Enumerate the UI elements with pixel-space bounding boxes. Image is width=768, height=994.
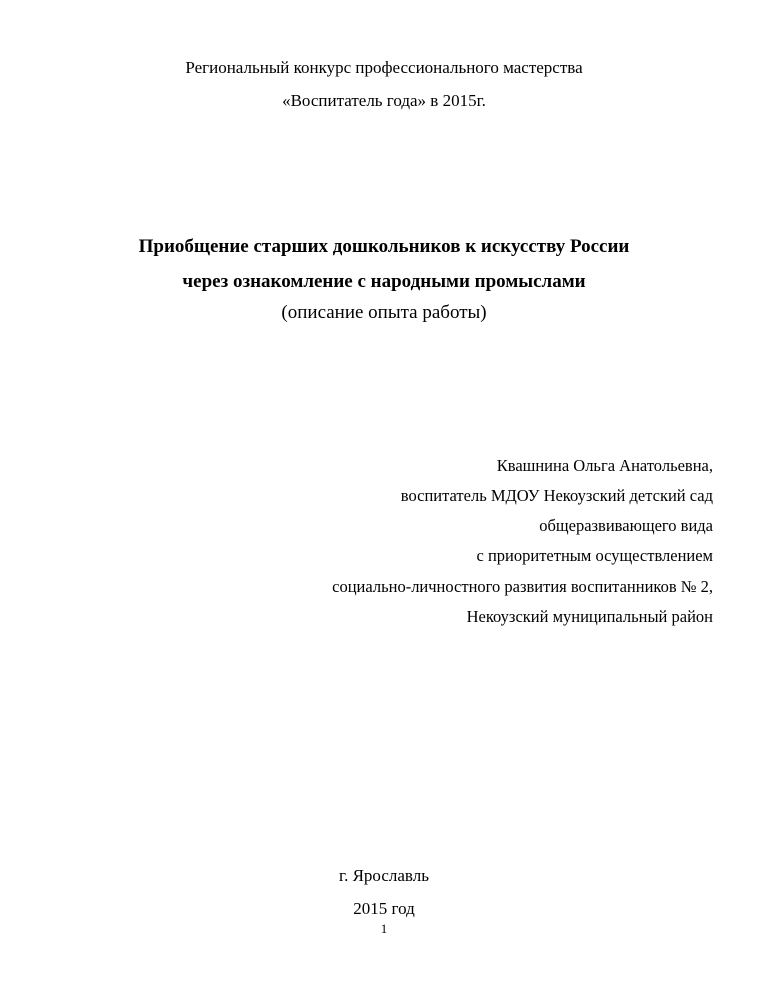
author-line-3: общеразвивающего вида: [539, 516, 713, 535]
title-subtitle: (описание опыта работы): [281, 302, 487, 323]
footer-city: г. Ярославль: [339, 866, 429, 885]
author-line-2: воспитатель МДОУ Некоузский детский сад: [400, 486, 713, 505]
header-line-2: «Воспитатель года» в 2015г.: [282, 91, 486, 110]
footer-year: 2015 год: [353, 899, 415, 918]
author-line-1: Квашнина Ольга Анатольевна,: [496, 456, 713, 475]
author-line-6: Некоузский муниципальный район: [466, 607, 713, 626]
title-line-2: через ознакомление с народными промыслами: [182, 271, 586, 292]
page-number: 1: [380, 921, 388, 936]
header-line-1: Региональный конкурс профессионального мастерства: [185, 58, 583, 77]
title-line-1: Приобщение старших дошкольников к искусству России: [138, 236, 630, 257]
author-line-5: социально-личностного развития воспитанников № 2,: [332, 577, 713, 596]
author-line-4: с приоритетным осуществлением: [476, 546, 713, 565]
